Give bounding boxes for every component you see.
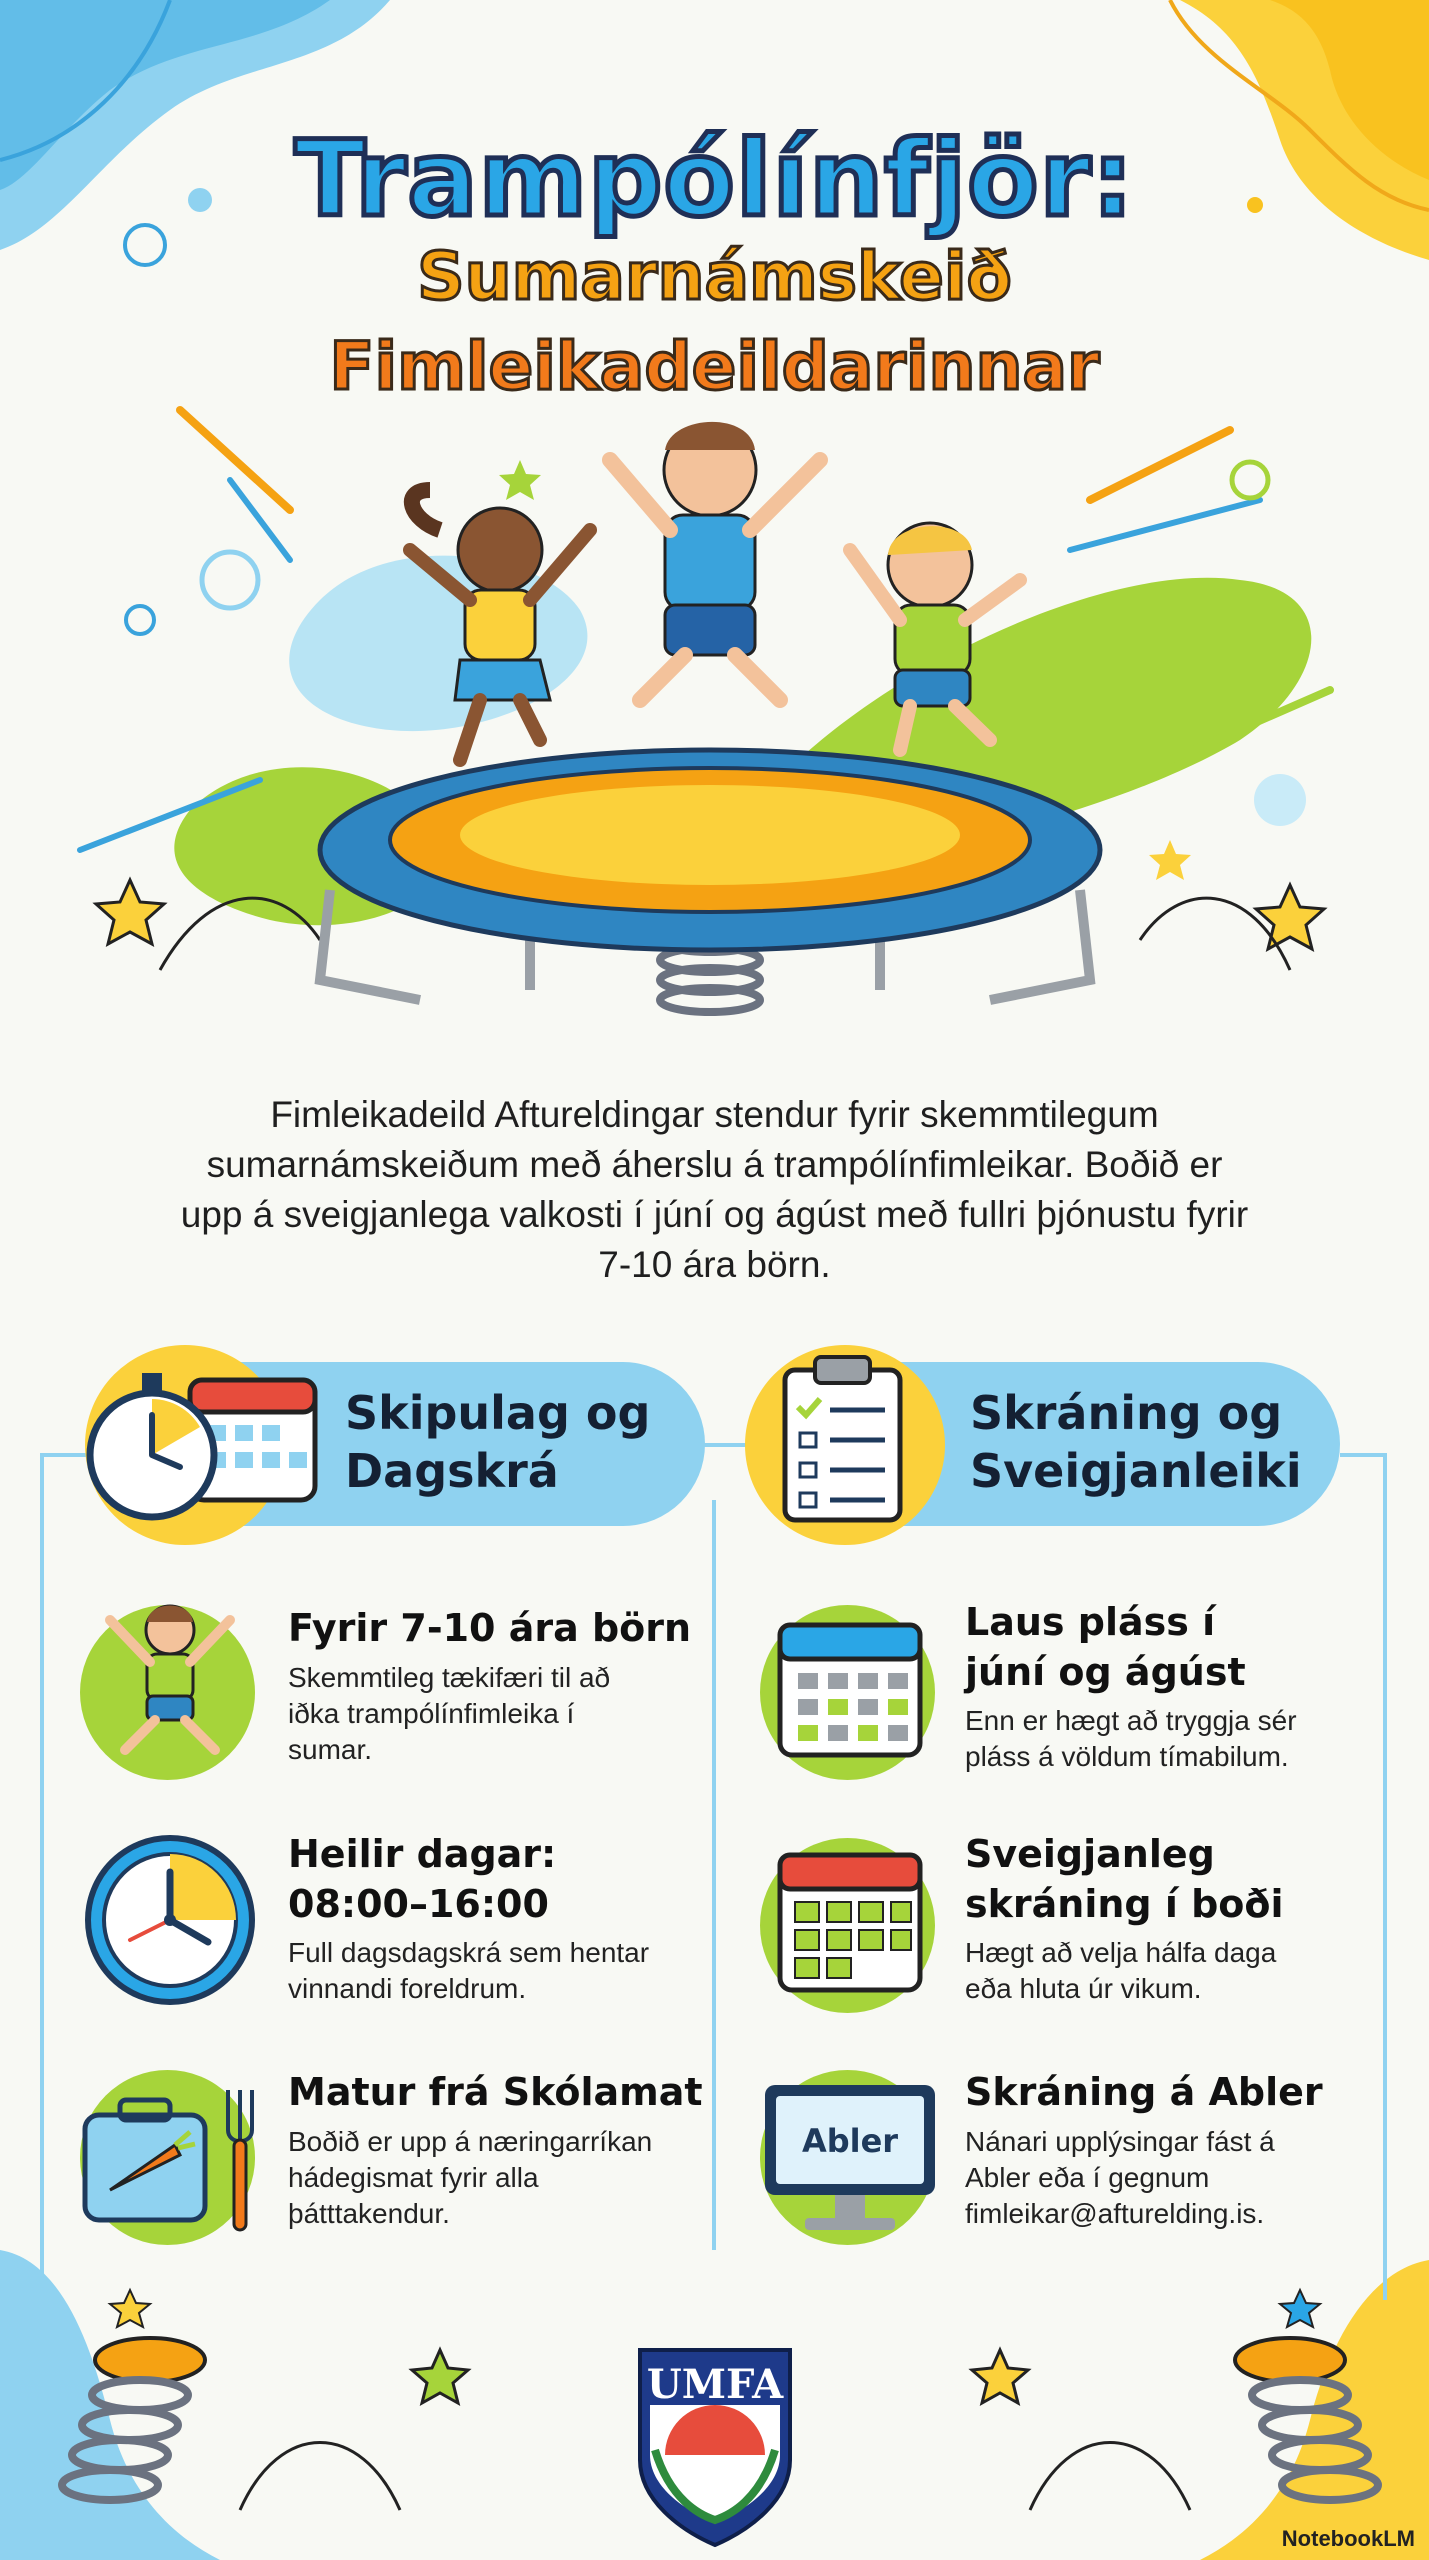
item-availability-title-2: júní og ágúst	[965, 1650, 1246, 1694]
item-hours-desc-1: Full dagsdagskrá sem hentar	[288, 1937, 650, 1968]
title-line-2: Sumarnámskeið	[417, 238, 1012, 315]
item-food-desc-3: þátttakendur.	[288, 2198, 450, 2229]
item-food-desc-1: Boðið er upp á næringarríkan	[288, 2126, 653, 2157]
item-age-desc-1: Skemmtileg tækifæri til að	[288, 1662, 611, 1693]
item-age-title: Fyrir 7-10 ára börn	[288, 1606, 692, 1650]
right-section-heading-1: Skráning og	[970, 1386, 1283, 1440]
title-line-1: Trampólínfjör:	[294, 118, 1135, 240]
item-flexible-desc-1: Hægt að velja hálfa daga	[965, 1937, 1277, 1968]
calendar-check-icon	[770, 1840, 930, 2000]
item-hours-title-1: Heilir dagar:	[288, 1832, 557, 1876]
left-section-heading-2: Dagskrá	[345, 1444, 559, 1498]
item-abler-desc-2: Abler eða í gegnum	[965, 2162, 1210, 2193]
item-availability-desc-2: pláss á völdum tímabilum.	[965, 1741, 1289, 1772]
checklist-clipboard-icon	[770, 1345, 930, 1545]
bottom-decoration	[0, 2270, 1429, 2560]
item-hours-title-2: 08:00–16:00	[288, 1882, 549, 1926]
spring-right-icon	[1235, 2338, 1378, 2500]
item-food-title: Matur frá Skólamat	[288, 2070, 703, 2114]
item-abler-desc-1: Nánari upplýsingar fást á	[965, 2126, 1275, 2157]
trampoline	[320, 750, 1100, 1012]
item-flexible-desc-2: eða hluta úr vikum.	[965, 1973, 1202, 2004]
calendar-icon	[770, 1605, 930, 1765]
item-availability-title-1: Laus pláss í	[965, 1600, 1216, 1644]
item-flexible-title-2: skráning í boði	[965, 1882, 1284, 1926]
monitor-icon	[760, 2080, 940, 2240]
logo-text: UMFA	[646, 2361, 784, 2408]
item-availability-desc-1: Enn er hægt að tryggja sér	[965, 1705, 1297, 1736]
stopwatch-calendar-icon	[80, 1355, 330, 1535]
umfa-logo	[640, 2350, 790, 2545]
right-section-heading-2: Sveigjanleiki	[970, 1444, 1302, 1498]
monitor-screen-label: Abler	[801, 2122, 899, 2160]
lunchbox-icon	[80, 2070, 270, 2250]
jumping-child-icon	[95, 1590, 245, 1770]
watermark: NotebookLM	[1281, 2526, 1415, 2551]
item-age-desc-2: iðka trampólínfimleika í	[288, 1698, 575, 1729]
item-hours-desc-2: vinnandi foreldrum.	[288, 1973, 527, 2004]
spring-left-icon	[62, 2338, 205, 2500]
left-section-heading-1: Skipulag og	[345, 1386, 651, 1440]
item-age-desc-3: sumar.	[288, 1734, 373, 1765]
item-food-desc-2: hádegismat fyrir alla	[288, 2162, 539, 2193]
kid-center	[610, 422, 820, 700]
clock-icon	[80, 1830, 260, 2010]
title-line-3: Fimleikadeildarinnar	[329, 328, 1100, 405]
item-abler-title: Skráning á Abler	[965, 2070, 1323, 2114]
trampoline-kids-illustration	[60, 380, 1370, 1060]
item-flexible-title-1: Sveigjanleg	[965, 1832, 1215, 1876]
intro-paragraph: Fimleikadeild Aftureldingar stendur fyrir skemmtilegum sumarnámskeiðum með áherslu á trampólínfimleikar. Boðið er upp á sveigjanlega valkosti í júní og ágúst með fullri þjónustu fyrir 7-10 ára börn.	[180, 1094, 1249, 1285]
item-abler-desc-3: fimleikar@afturelding.is.	[965, 2198, 1265, 2229]
